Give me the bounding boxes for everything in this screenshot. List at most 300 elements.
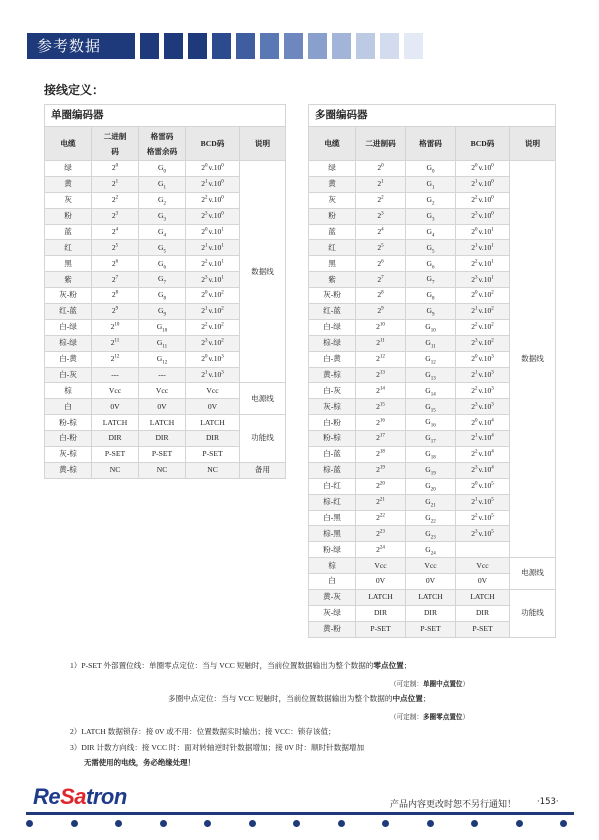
cable-color: 黄-粉 — [309, 621, 356, 637]
gray-cell — [139, 288, 186, 304]
bcd-base: 2 — [471, 226, 475, 236]
bcd-cell — [456, 462, 510, 478]
cable-color: 黄 — [45, 176, 92, 192]
cell-exponent: 4 — [115, 227, 119, 233]
footer-dot — [160, 820, 167, 827]
footer-dot — [471, 820, 478, 827]
cable-color: 白 — [309, 574, 356, 590]
bcd-base: 2 — [201, 163, 205, 173]
gray-cell — [139, 367, 186, 383]
group-label-data: 数据线 — [240, 161, 286, 383]
column-header — [510, 127, 556, 161]
cell-exponent: 6 — [115, 259, 119, 265]
cell-subscript: 8 — [163, 296, 166, 302]
bcd-mult: v.10 — [478, 210, 492, 220]
cable-color: 白-蓝 — [309, 447, 356, 463]
cell-base: 2 — [376, 481, 380, 491]
gray-cell — [406, 304, 456, 320]
table-row — [309, 161, 556, 177]
cell-exponent: 7 — [381, 274, 384, 280]
column-header-label: 电缆 — [324, 139, 340, 148]
cell-exponent: 18 — [379, 449, 385, 455]
cell-base: 2 — [376, 369, 380, 379]
footer-dot — [204, 820, 211, 827]
cell-base: 2 — [111, 163, 116, 173]
cell-subscript: 7 — [431, 280, 435, 286]
cell-base: G — [426, 274, 432, 284]
table-cell: Vcc — [356, 558, 406, 574]
cell-base: G — [158, 163, 164, 173]
bcd-base: 2 — [201, 258, 205, 268]
cell-subscript: 3 — [431, 217, 435, 223]
cell-subscript: 12 — [162, 360, 168, 366]
bcd-pow: 1 — [491, 243, 494, 249]
gray-cell — [139, 319, 186, 335]
cell-subscript: 10 — [162, 328, 168, 334]
binary-cell — [356, 542, 406, 558]
cell-base: 2 — [376, 512, 380, 522]
cell-base: G — [425, 528, 431, 538]
column-header-label: 格雷码 — [419, 139, 442, 148]
table-cell: NC — [92, 462, 139, 478]
cable-color: 白-黄 — [309, 351, 356, 367]
bcd-cell — [456, 240, 510, 256]
gray-cell — [139, 351, 186, 367]
bcd-mult: v.10 — [478, 195, 492, 205]
header-block — [260, 33, 279, 59]
bcd-cell — [186, 272, 240, 288]
column-header — [45, 127, 92, 161]
bcd-pow: 5 — [491, 497, 494, 503]
section-title: 接线定义： — [44, 83, 105, 97]
binary-cell — [356, 462, 406, 478]
bcd-mult: v.10 — [478, 465, 492, 475]
bcd-base: 2 — [201, 274, 205, 284]
bcd-base: 2 — [471, 512, 475, 522]
bcd-cell — [186, 224, 240, 240]
multi-turn-table — [308, 104, 556, 638]
bcd-pow: 5 — [491, 513, 494, 519]
cable-color: 灰-棕 — [45, 447, 92, 463]
cable-color: 蓝 — [309, 224, 356, 240]
bcd-mult: v.10 — [478, 179, 492, 189]
table-cell: LATCH — [406, 590, 456, 606]
cell-base: 2 — [111, 242, 116, 252]
bcd-cell — [456, 351, 510, 367]
footer-dot — [560, 820, 567, 827]
bcd-exp: 0 — [475, 227, 478, 233]
resatron-logo: ReSatron — [33, 784, 127, 809]
bcd-pow: 1 — [491, 259, 494, 265]
cell-subscript: 18 — [430, 455, 436, 461]
bcd-base: 2 — [201, 306, 205, 316]
bcd-pow: 2 — [221, 306, 224, 312]
cell-exponent: 21 — [379, 497, 385, 503]
cell-exponent: 5 — [381, 243, 384, 249]
bcd-cell — [456, 494, 510, 510]
bcd-base: 2 — [201, 195, 205, 205]
binary-cell — [92, 351, 139, 367]
cable-color: 灰 — [309, 192, 356, 208]
bcd-base: 2 — [471, 338, 475, 348]
bcd-exp: 1 — [475, 243, 478, 249]
binary-cell — [92, 256, 139, 272]
bcd-base: 2 — [201, 226, 205, 236]
cell-subscript: 4 — [431, 233, 435, 239]
bcd-exp: 2 — [475, 259, 478, 265]
bcd-cell — [456, 478, 510, 494]
cell-subscript: 20 — [430, 487, 436, 493]
bcd-cell — [456, 176, 510, 192]
cable-color: 黄-棕 — [309, 367, 356, 383]
cell-base: 2 — [376, 338, 380, 348]
cable-color: 灰-棕 — [309, 399, 356, 415]
bcd-pow: 0 — [221, 163, 224, 169]
table-cell: LATCH — [139, 415, 186, 431]
cell-subscript: 0 — [431, 169, 435, 175]
bcd-mult: v.10 — [208, 322, 222, 332]
bcd-base: 2 — [471, 528, 475, 538]
gray-cell — [139, 256, 186, 272]
bcd-exp: 3 — [205, 211, 208, 217]
cell-subscript: 17 — [430, 439, 436, 445]
cell-base: 2 — [110, 338, 115, 348]
cell-base: G — [158, 274, 164, 284]
bcd-mult: v.10 — [478, 417, 492, 427]
bcd-base: 2 — [201, 290, 205, 300]
cell-exponent: 15 — [379, 402, 385, 408]
cell-base: 2 — [376, 544, 380, 554]
bcd-base: 2 — [201, 338, 205, 348]
cell-exponent: 22 — [379, 513, 385, 519]
binary-cell — [356, 272, 406, 288]
binary-cell — [356, 208, 406, 224]
bcd-base: 2 — [471, 195, 475, 205]
bcd-cell — [186, 161, 240, 177]
note-latch: 2）LATCH 数据锁存：接 0V 或不用：位置数据实时输出；接 VCC：锁存该值； — [70, 727, 336, 736]
bcd-pow: 2 — [491, 322, 494, 328]
cell-base: G — [426, 290, 432, 300]
bcd-cell — [186, 240, 240, 256]
note-pset-single-hint: （可定制：单圈中点置位） — [390, 681, 470, 688]
cell-base: G — [425, 496, 431, 506]
cell-base: 2 — [377, 210, 382, 220]
gray-cell — [406, 526, 456, 542]
bcd-mult: v.10 — [478, 226, 492, 236]
table-cell: DIR — [186, 431, 240, 447]
gray-cell — [406, 383, 456, 399]
bcd-mult: v.10 — [478, 322, 492, 332]
cell-exponent: 14 — [379, 386, 385, 392]
cell-base: G — [425, 544, 431, 554]
column-header — [456, 127, 510, 161]
bcd-exp: 3 — [475, 338, 478, 344]
cell-subscript: 14 — [430, 392, 436, 398]
cable-color: 粉-绿 — [309, 542, 356, 558]
table-cell: Vcc — [406, 558, 456, 574]
cell-base: G — [425, 322, 431, 332]
gray-cell — [139, 176, 186, 192]
bcd-cell — [186, 176, 240, 192]
cable-color: 绿 — [309, 161, 356, 177]
cable-color: 白-粉 — [309, 415, 356, 431]
table-cell: P-SET — [92, 447, 139, 463]
cell-base: --- — [111, 369, 119, 379]
column-header-label: 二进制码 — [365, 139, 396, 148]
cell-exponent: 8 — [381, 290, 384, 296]
bcd-cell — [456, 319, 510, 335]
header-block — [332, 33, 351, 59]
table-header-row — [309, 127, 556, 161]
cell-exponent: 11 — [379, 338, 385, 344]
binary-cell — [356, 478, 406, 494]
bcd-exp: 1 — [205, 306, 208, 312]
bcd-pow: 3 — [491, 370, 494, 376]
bcd-cell — [186, 367, 240, 383]
cell-base: --- — [158, 369, 166, 379]
cell-exponent: 19 — [379, 465, 385, 471]
cell-subscript: 23 — [430, 535, 436, 541]
binary-cell — [356, 415, 406, 431]
gray-cell — [406, 240, 456, 256]
cell-subscript: 1 — [431, 185, 435, 191]
header-title: 参考数据 — [27, 33, 135, 59]
bcd-cell — [456, 161, 510, 177]
bcd-cell — [456, 256, 510, 272]
bcd-exp: 3 — [205, 274, 208, 280]
bcd-mult: v.10 — [478, 274, 492, 284]
binary-cell — [356, 335, 406, 351]
table-row — [45, 415, 286, 431]
binary-cell — [356, 288, 406, 304]
bcd-pow: 3 — [491, 386, 494, 392]
bcd-exp: 0 — [475, 163, 478, 169]
bcd-cell — [456, 367, 510, 383]
footer-dot — [427, 820, 434, 827]
column-header — [240, 127, 286, 161]
binary-cell — [92, 224, 139, 240]
header-block — [164, 33, 183, 59]
bcd-cell — [186, 319, 240, 335]
cable-color: 紫 — [309, 272, 356, 288]
bcd-mult: v.10 — [478, 433, 492, 443]
bcd-pow: 0 — [221, 211, 224, 217]
cable-color: 白-灰 — [45, 367, 92, 383]
header-block — [188, 33, 207, 59]
gray-cell — [406, 351, 456, 367]
cell-base: 2 — [377, 258, 382, 268]
bcd-base: 2 — [471, 481, 475, 491]
cable-color: 棕-绿 — [309, 335, 356, 351]
footer-dot — [71, 820, 78, 827]
bcd-exp: 3 — [475, 465, 478, 471]
cell-base: G — [158, 258, 164, 268]
cell-subscript: 9 — [431, 312, 435, 318]
table-cell: 0V — [406, 574, 456, 590]
gray-cell — [406, 161, 456, 177]
gray-cell — [406, 447, 456, 463]
column-header-label: 说明 — [254, 139, 271, 148]
table-row — [309, 558, 556, 574]
cell-base: G — [158, 306, 164, 316]
table-cell: LATCH — [186, 415, 240, 431]
gray-cell — [139, 161, 186, 177]
cell-subscript: 19 — [430, 471, 436, 477]
cell-exponent: 0 — [115, 163, 119, 169]
bcd-pow: 0 — [491, 179, 494, 185]
bcd-mult: v.10 — [478, 496, 492, 506]
bcd-mult: v.10 — [478, 401, 492, 411]
bcd-pow: 2 — [491, 306, 494, 312]
footer-rule — [26, 812, 574, 815]
cell-exponent: 16 — [379, 417, 385, 423]
cell-base: G — [158, 226, 164, 236]
bcd-exp: 0 — [205, 290, 208, 296]
binary-cell — [356, 319, 406, 335]
bcd-mult: v.10 — [208, 179, 222, 189]
binary-cell — [356, 240, 406, 256]
bcd-mult: v.10 — [478, 449, 492, 459]
gray-cell — [406, 478, 456, 494]
bcd-cell — [186, 288, 240, 304]
bcd-pow: 1 — [221, 227, 224, 233]
bcd-cell — [456, 542, 510, 558]
cell-subscript: 5 — [163, 249, 166, 255]
cell-base: G — [426, 179, 432, 189]
cell-exponent: 2 — [115, 195, 119, 201]
cell-subscript: 6 — [431, 265, 435, 271]
cable-color: 紫 — [45, 272, 92, 288]
bcd-pow: 5 — [491, 529, 494, 535]
table-cell: P-SET — [356, 621, 406, 637]
bcd-exp: 2 — [475, 513, 478, 519]
bcd-exp: 1 — [475, 497, 478, 503]
cell-subscript: 15 — [430, 408, 436, 414]
bcd-base: 2 — [471, 242, 475, 252]
bcd-exp: 0 — [475, 354, 478, 360]
bcd-mult: v.10 — [478, 163, 492, 173]
footer-dot — [382, 820, 389, 827]
binary-cell — [356, 192, 406, 208]
bcd-mult: v.10 — [208, 258, 222, 268]
bcd-mult: v.10 — [208, 242, 222, 252]
bcd-pow: 0 — [221, 195, 224, 201]
bcd-base: 2 — [471, 322, 475, 332]
cell-base: 2 — [377, 195, 382, 205]
cell-exponent: 1 — [115, 179, 119, 185]
cable-color: 棕-黑 — [309, 526, 356, 542]
bcd-exp: 1 — [475, 179, 478, 185]
binary-cell — [356, 510, 406, 526]
cell-base: 2 — [110, 353, 115, 363]
single-turn-table — [44, 104, 286, 479]
table-cell: Vcc — [92, 383, 139, 399]
table-row — [309, 590, 556, 606]
group-label-data: 数据线 — [510, 161, 556, 558]
cable-color: 黄-灰 — [309, 590, 356, 606]
column-header-label: 电缆 — [60, 139, 76, 148]
gray-cell — [406, 224, 456, 240]
binary-cell — [92, 304, 139, 320]
cell-exponent: 6 — [381, 259, 384, 265]
cell-exponent: 2 — [381, 195, 384, 201]
cable-color: 粉-棕 — [45, 415, 92, 431]
bcd-cell — [456, 510, 510, 526]
table-caption-row — [309, 105, 556, 127]
bcd-pow: 4 — [491, 449, 494, 455]
bcd-exp: 1 — [205, 243, 208, 249]
cell-base: 2 — [376, 401, 380, 411]
column-header — [309, 127, 356, 161]
bcd-base: 2 — [201, 322, 205, 332]
cell-base: G — [156, 322, 163, 332]
bcd-mult: v.10 — [478, 290, 492, 300]
bcd-base: 2 — [471, 179, 475, 189]
gray-cell — [139, 192, 186, 208]
cell-subscript: 7 — [163, 280, 166, 286]
binary-cell — [356, 494, 406, 510]
cell-base: 2 — [110, 322, 115, 332]
bcd-pow: 1 — [491, 227, 494, 233]
gray-cell — [406, 415, 456, 431]
bcd-mult: v.10 — [208, 369, 222, 379]
bcd-exp: 3 — [205, 338, 208, 344]
cable-color: 棕-蓝 — [309, 462, 356, 478]
cell-base: 2 — [377, 179, 382, 189]
binary-cell — [356, 161, 406, 177]
bcd-exp: 1 — [475, 433, 478, 439]
bcd-mult: v.10 — [208, 210, 222, 220]
cell-subscript: 2 — [163, 201, 166, 207]
column-header-label: 格雷码 — [150, 131, 174, 141]
cable-color: 白-粉 — [45, 431, 92, 447]
cell-base: G — [426, 163, 432, 173]
bcd-cell — [456, 272, 510, 288]
table-cell: DIR — [406, 605, 456, 621]
cell-base: G — [426, 194, 432, 204]
bcd-exp: 1 — [475, 306, 478, 312]
cell-subscript: 2 — [431, 201, 435, 207]
bcd-base: 2 — [471, 433, 475, 443]
binary-cell — [92, 176, 139, 192]
table-cell: LATCH — [456, 590, 510, 606]
cell-base: G — [426, 258, 432, 268]
bcd-exp: 0 — [475, 417, 478, 423]
bcd-base: 2 — [471, 163, 475, 173]
cable-color: 黄-棕 — [45, 462, 92, 478]
cell-base: G — [425, 481, 431, 490]
cell-subscript: 11 — [430, 344, 436, 350]
gray-cell — [406, 192, 456, 208]
cell-exponent: 23 — [379, 529, 385, 535]
cell-subscript: 16 — [430, 423, 436, 429]
cable-color: 绿 — [45, 161, 92, 177]
group-label-power: 电源线 — [510, 558, 556, 590]
bcd-base: 2 — [471, 465, 475, 475]
column-header-label: 二进制码 — [103, 131, 127, 156]
bcd-pow: 5 — [491, 481, 494, 487]
cable-color: 粉 — [45, 208, 92, 224]
bcd-pow: 2 — [491, 290, 494, 296]
footer-dots — [26, 820, 574, 830]
table-cell: P-SET — [186, 447, 240, 463]
note-pset-multi: 多圈中点定位：当与 VCC 短触时，当前位置数据输出为整个数据的中点位置； — [168, 694, 431, 703]
table-cell: Vcc — [456, 558, 510, 574]
header-block — [380, 33, 399, 59]
table-cell: P-SET — [406, 621, 456, 637]
cell-subscript: 10 — [430, 328, 436, 334]
bcd-pow: 2 — [221, 290, 224, 296]
